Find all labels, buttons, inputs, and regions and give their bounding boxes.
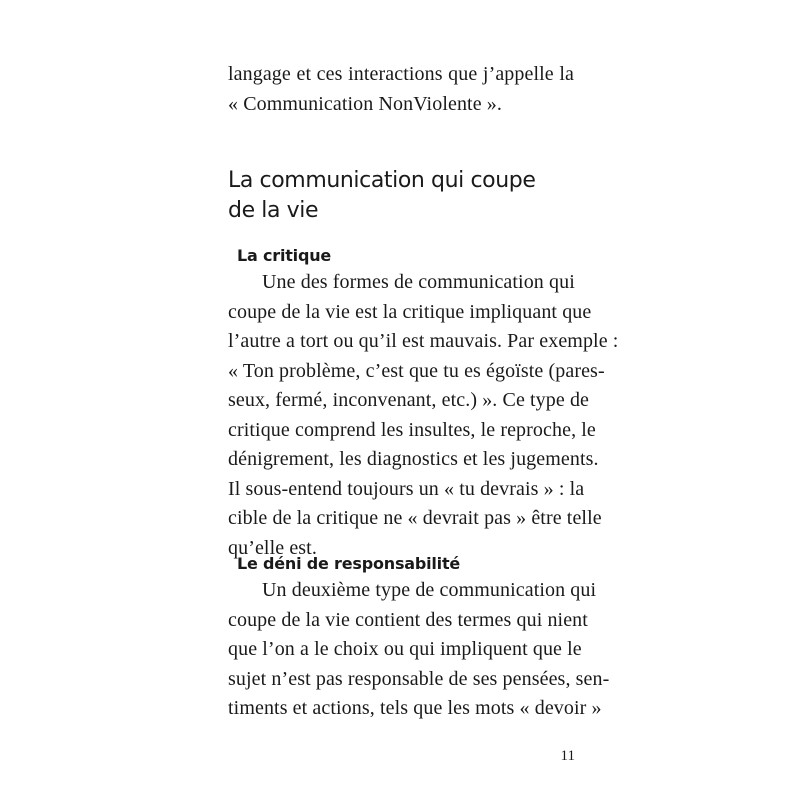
text-line: sujet n’est pas responsable de ses pensées, sen- [228,667,610,690]
text-line: qu’elle est. [228,536,317,559]
text-line: que l’on a le choix ou qui impliquent que le [228,638,582,660]
text-line: dénigrement, les diagnostics et les jugements. [228,448,599,470]
text-line: critique comprend les insultes, le reproche, le [228,418,596,441]
text-line: cible de la critique ne « devrait pas » être telle [228,507,602,529]
text-line: « Communication NonViolente ». [228,92,502,115]
paragraph-deni [228,576,610,724]
text-line: « Ton problème, c’est que tu es égoïste (pares- [228,359,605,382]
text-line: Une des formes de communication qui [262,271,575,293]
section-title-line: de la vie [228,198,319,223]
intro-paragraph [228,60,574,119]
section-title [228,166,588,226]
page-number: 11 [560,748,575,764]
section-title-line: La communication qui coupe [228,168,536,193]
text-line: timents et actions, tels que les mots « devoir » [228,697,602,719]
text-line: coupe de la vie est la critique impliquant que [228,300,592,323]
paragraph-critique [228,268,619,563]
text-line: seux, fermé, inconvenant, etc.) ». Ce type de [228,389,590,411]
subsection-title-critique: La critique [237,246,332,265]
subsection-title-deni: Le déni de responsabilité [237,554,461,573]
text-line: Un deuxième type de communication qui [262,579,597,601]
text-line: langage et ces interactions que j’appelle la [228,63,574,85]
text-line: coupe de la vie contient des termes qui nient [228,608,588,631]
text-line: Il sous-entend toujours un « tu devrais » : la [228,477,585,500]
text-line: l’autre a tort ou qu’il est mauvais. Par exemple : [228,330,619,352]
